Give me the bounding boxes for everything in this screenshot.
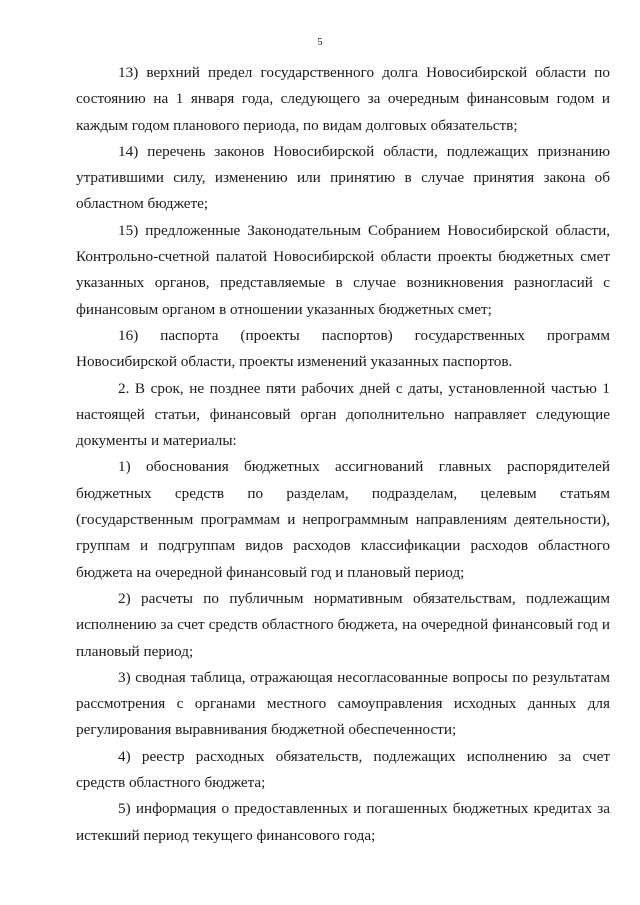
paragraph-subitem-1: 1) обоснования бюджетных ассигнований главных распорядителей бюджетных средств по разделам, подразделам, целевым статьям (государственным программам и непрограммным направлениям деятельности), группам и подгруппам видов расходов классификации расходов областного бюджета на очередной финансовый год и плановый период;: [76, 458, 610, 581]
paragraph-item-15: 15) предложенные Законодательным Собранием Новосибирской области, Контрольно-счетной палатой Новосибирской области проекты бюджетных смет указанных органов, представляемые в случае возникновения разногласий с финансовым органом в отношении указанных бюджетных смет;: [76, 221, 610, 318]
paragraph-item-16: 16) паспорта (проекты паспортов) государственных программ Новосибирской области, проекты изменений указанных паспортов.: [76, 326, 610, 371]
paragraph-subitem-3: 3) сводная таблица, отражающая несогласованные вопросы по результатам рассмотрения с органами местного самоуправления исходных данных для регулирования выравнивания бюджетной обеспеченности;: [76, 668, 610, 739]
document-body: [76, 60, 610, 849]
paragraph-subitem-5: 5) информация о предоставленных и погашенных бюджетных кредитах за истекший период текущего финансового года;: [76, 800, 610, 844]
paragraph-part-2: 2. В срок, не позднее пяти рабочих дней с даты, установленной частью 1 настоящей статьи, финансовый орган дополнительно направляет следующие документы и материалы:: [76, 379, 610, 450]
paragraph-item-13: 13) верхний предел государственного долга Новосибирской области по состоянию на 1 января года, следующего за очередным финансовым годом и каждым годом планового периода, по видам долговых обязательств;: [76, 64, 610, 134]
paragraph-subitem-4: 4) реестр расходных обязательств, подлежащих исполнению за счет средств областного бюджета;: [76, 747, 610, 792]
paragraph-item-14: 14) перечень законов Новосибирской области, подлежащих признанию утратившими силу, изменению или принятию в случае принятия закона об областном бюджете;: [76, 142, 610, 213]
page-number: 5: [317, 37, 323, 48]
paragraph-subitem-2: 2) расчеты по публичным нормативным обязательствам, подлежащим исполнению за счет средств областного бюджета, на очередной финансовый год и плановый период;: [76, 589, 610, 660]
